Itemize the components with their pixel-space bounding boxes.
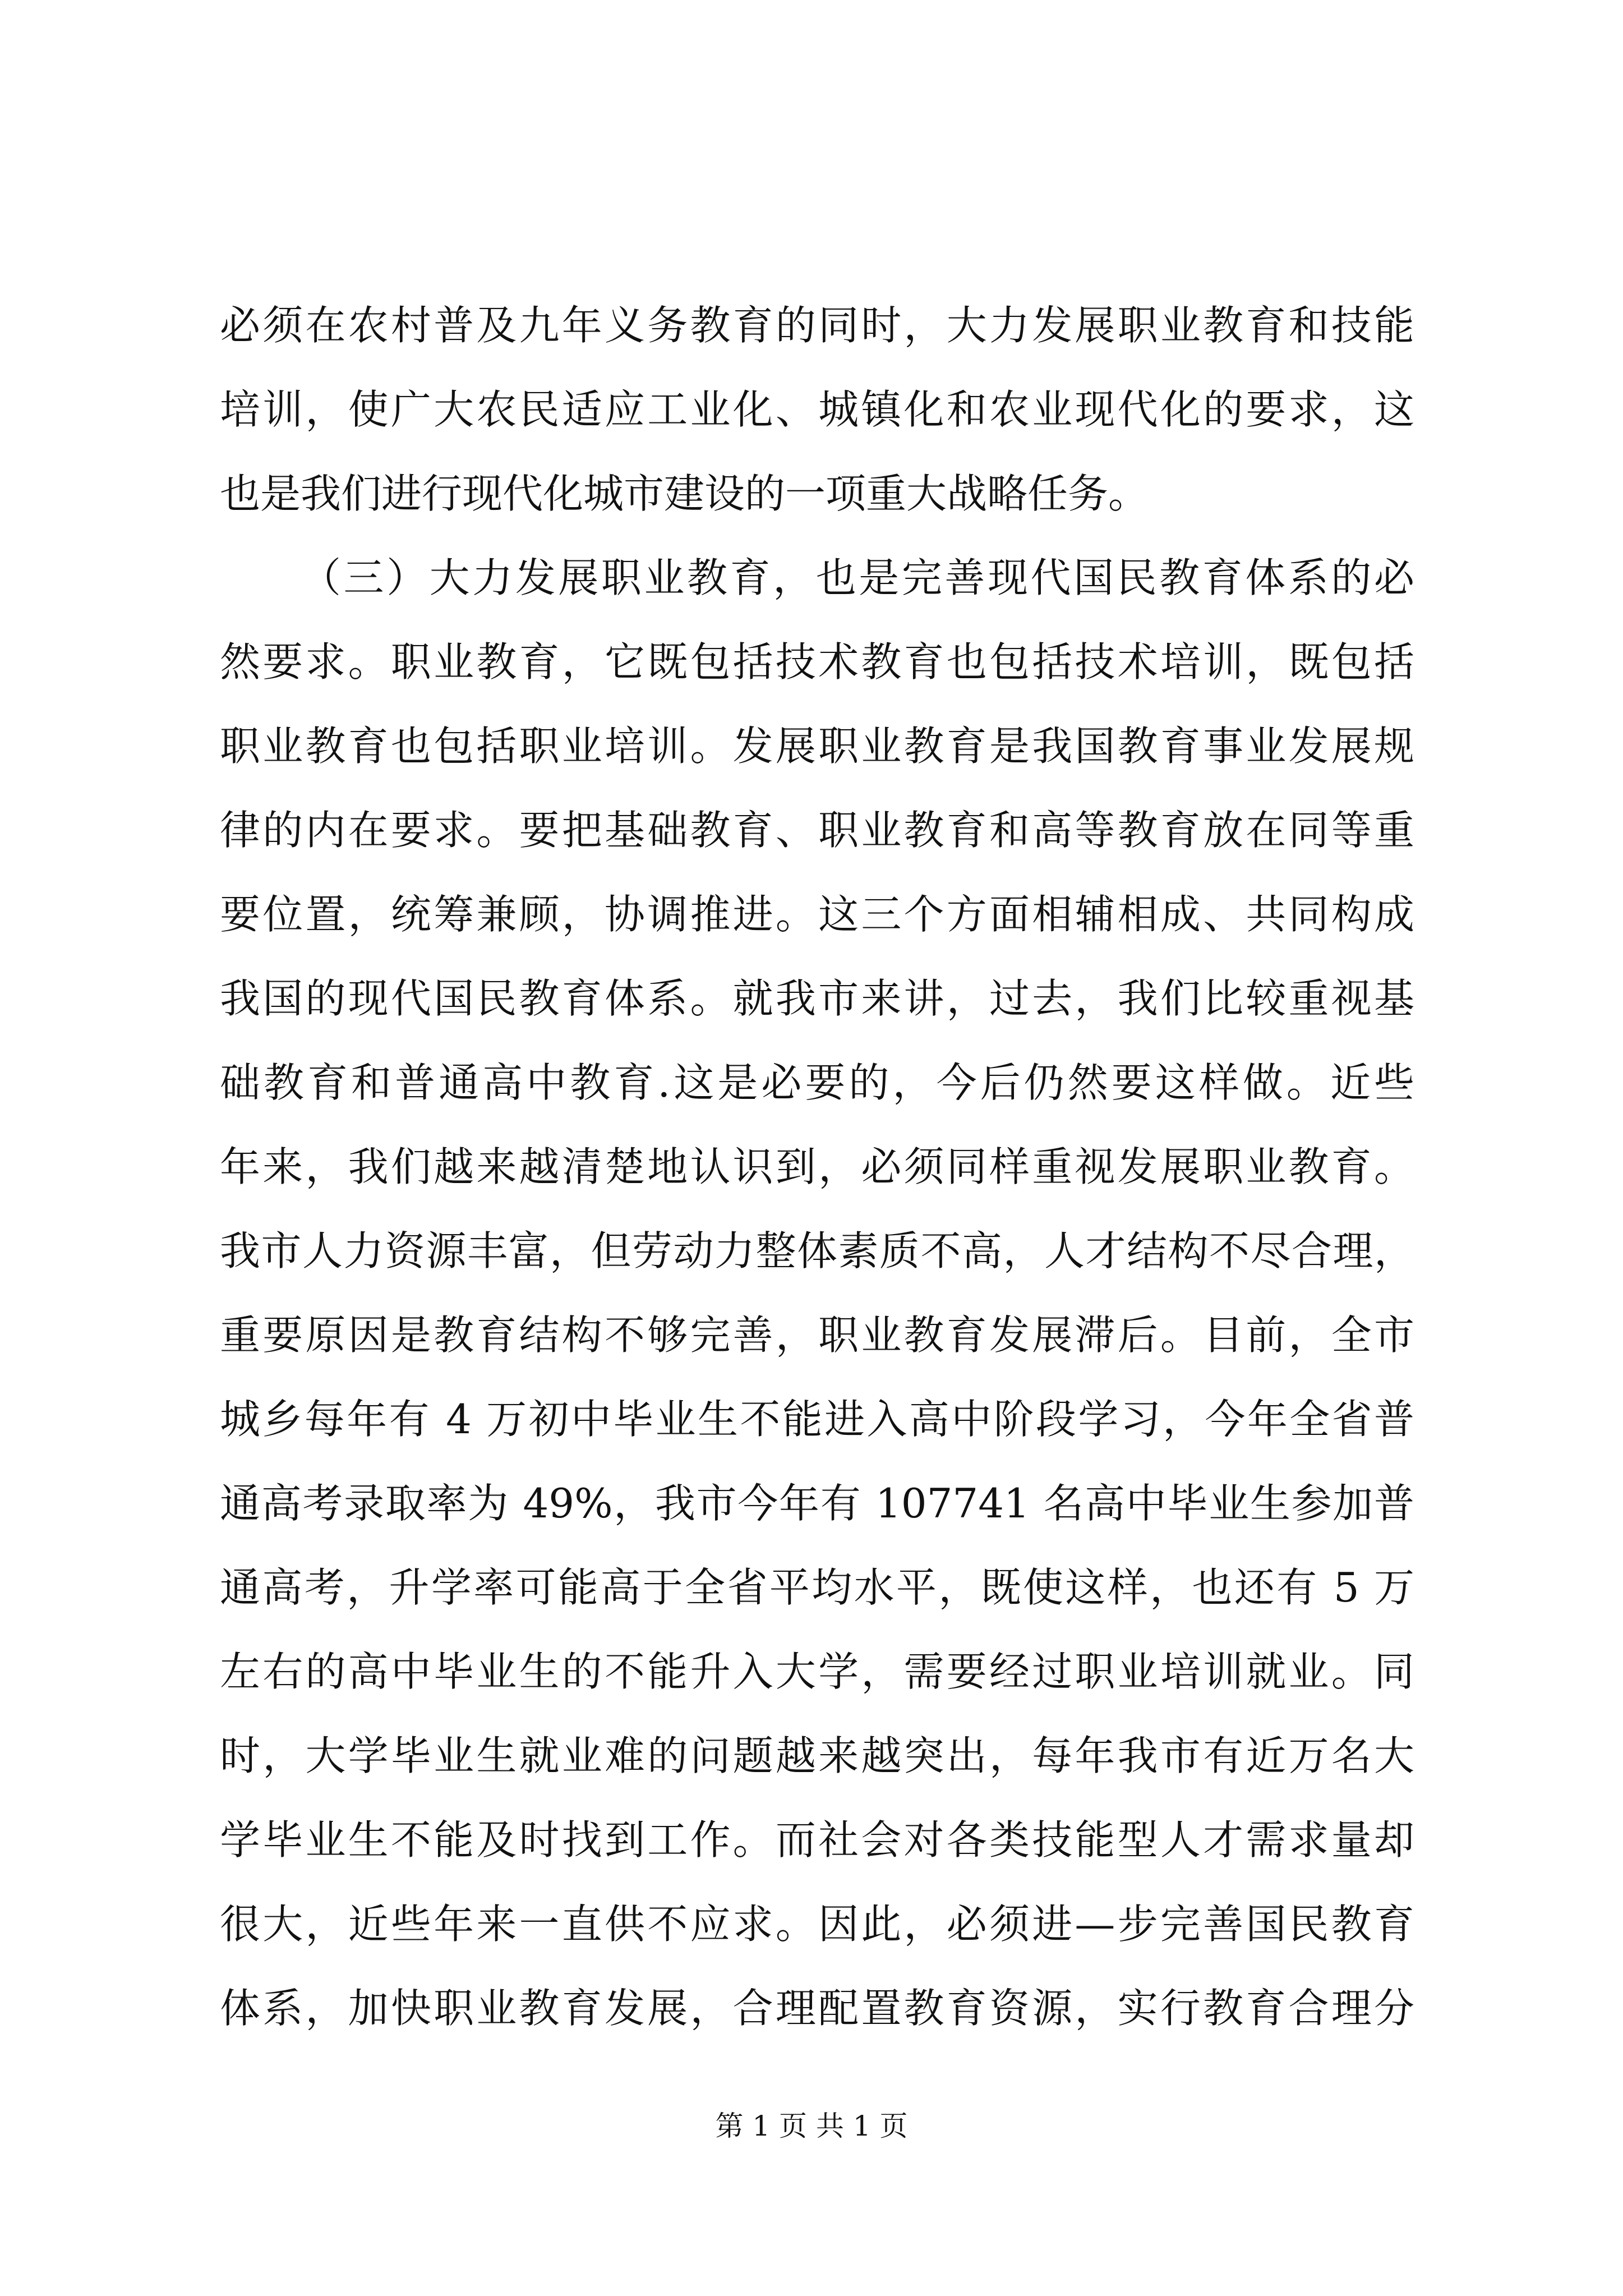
page-footer	[0, 2104, 1623, 2148]
text-line-9: 我国的现代国民教育体系。就我市来讲，过去，我们比较重视基	[220, 975, 1414, 1022]
text-line-5: 然要求。职业教育，它既包括技术教育也包括技术培训，既包括	[220, 638, 1414, 685]
text-line-20: 很大，近些年来一直供不应求。因此，必须进—步完善国民教育	[220, 1901, 1414, 1948]
text-line-14: 城乡每年有 4 万初中毕业生不能进入高中阶段学习，今年全省普	[220, 1396, 1414, 1443]
text-line-3: 也是我们进行现代化城市建设的一项重大战略任务。	[220, 470, 1149, 517]
text-line-21: 体系，加快职业教育发展，合理配置教育资源，实行教育合理分	[220, 1985, 1414, 2032]
page-indicator: 第 1 页 共 1 页	[715, 2110, 908, 2142]
text-line-15: 通高考录取率为 49%，我市今年有 107741 名高中毕业生参加普	[220, 1480, 1414, 1527]
text-line-7: 律的内在要求。要把基础教育、职业教育和高等教育放在同等重	[220, 807, 1414, 854]
text-line-11: 年来，我们越来越清楚地认识到，必须同样重视发展职业教育。	[220, 1143, 1414, 1190]
text-line-19: 学毕业生不能及时找到工作。而社会对各类技能型人才需求量却	[220, 1816, 1414, 1864]
body-text	[220, 283, 1414, 2050]
text-line-13: 重要原因是教育结构不够完善，职业教育发展滞后。目前，全市	[220, 1312, 1414, 1359]
text-line-10: 础教育和普通高中教育.这是必要的，今后仍然要这样做。近些	[220, 1059, 1414, 1106]
text-line-17: 左右的高中毕业生的不能升入大学，需要经过职业培训就业。同	[220, 1648, 1414, 1695]
text-line-8: 要位置，统筹兼顾，协调推进。这三个方面相辅相成、共同构成	[220, 891, 1414, 938]
text-line-18: 时，大学毕业生就业难的问题越来越突出，每年我市有近万名大	[220, 1732, 1414, 1779]
text-line-16: 通高考，升学率可能高于全省平均水平，既使这样，也还有 5 万	[220, 1564, 1414, 1611]
text-line-1: 必须在农村普及九年义务教育的同时，大力发展职业教育和技能	[220, 302, 1414, 349]
text-line-2: 培训，使广大农民适应工业化、城镇化和农业现代化的要求，这	[220, 386, 1414, 433]
text-line-4: （三）大力发展职业教育，也是完善现代国民教育体系的必	[301, 554, 1414, 601]
text-line-6: 职业教育也包括职业培训。发展职业教育是我国教育事业发展规	[220, 723, 1414, 770]
text-line-12: 我市人力资源丰富，但劳动力整体素质不高，人才结构不尽合理，	[220, 1227, 1414, 1274]
